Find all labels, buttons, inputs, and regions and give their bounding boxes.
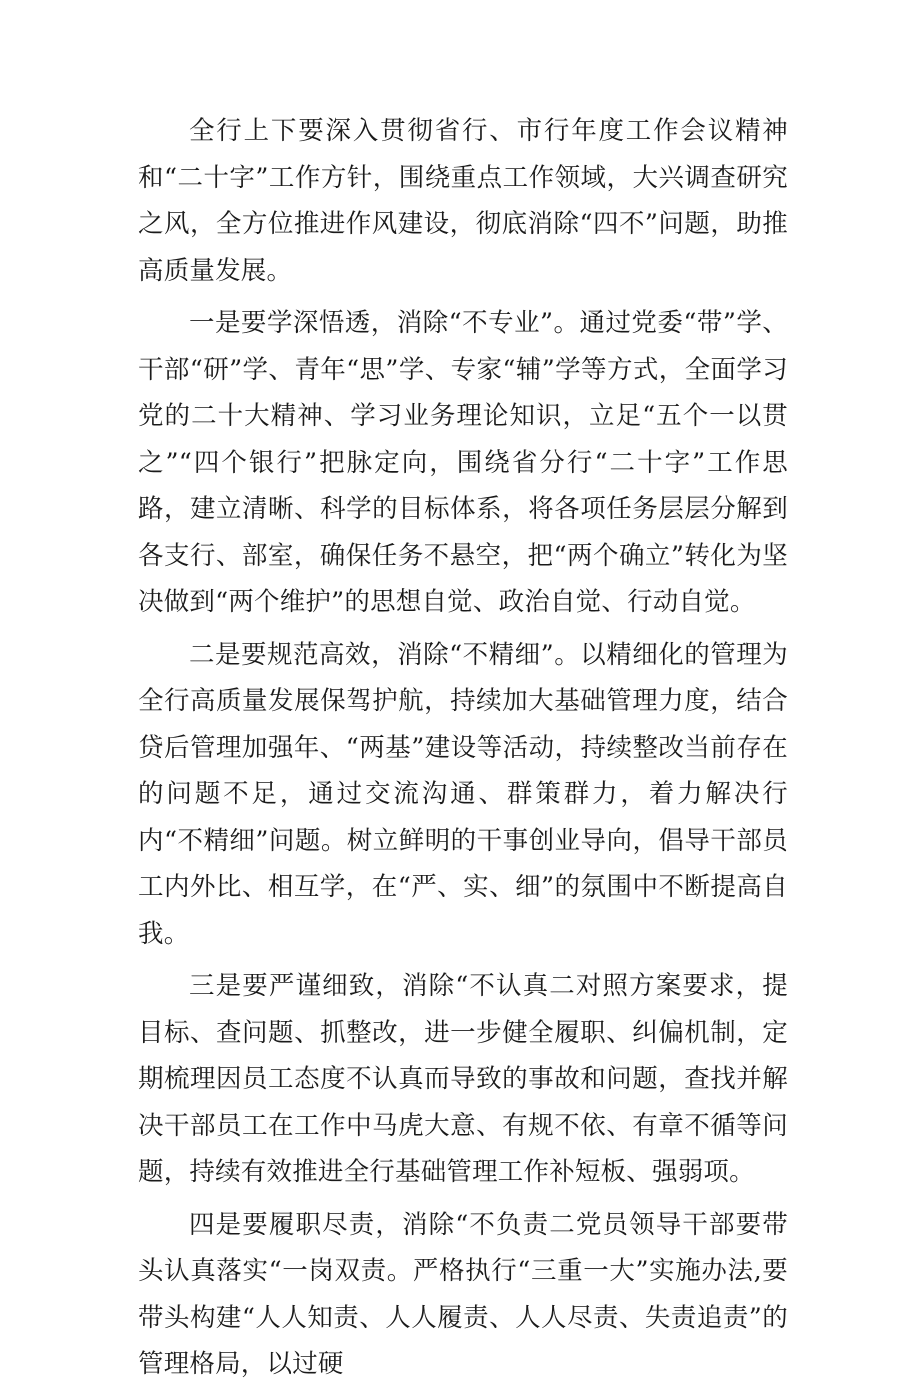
paragraph-point-4: 四是要履职尽责，消除“不负责二党员领导干部要带头认真落实“一岗双责。严格执行“三重一大”实施办法,要带头构建“人人知责、人人履责、人人尽责、失责追责”的管理格局，以过硬 [138, 1209, 788, 1379]
paragraph-intro: 全行上下要深入贯彻省行、市行年度工作会议精神和“二十字”工作方针，围绕重点工作领域，大兴调查研究之风，全方位推进作风建设，彻底消除“四不”问题，助推高质量发展。 [138, 116, 788, 286]
paragraph-point-3: 三是要严谨细致，消除“不认真二对照方案要求，提目标、查问题、抓整改，进一步健全履职、纠偏机制，定期梳理因员工态度不认真而导致的事故和问题，查找并解决干部员工在工作中马虎大意、有规不依、有章不循等问题，持续有效推进全行基础管理工作补短板、强弱项。 [138, 971, 788, 1187]
paragraph-point-1: 一是要学深悟透，消除“不专业”。通过党委“带”学、干部“研”学、青年“思”学、专家“辅”学等方式，全面学习党的二十大精神、学习业务理论知识，立足“五个一以贯之”“四个银行”把脉定向，围绕省分行“二十字”工作思路，建立清晰、科学的目标体系，将各项任务层层分解到各支行、部室，确保任务不悬空，把“两个确立”转化为坚决做到“两个维护”的思想自觉、政治自觉、行动自觉。 [138, 308, 788, 617]
paragraph-point-2: 二是要规范高效，消除“不精细”。以精细化的管理为全行高质量发展保驾护航，持续加大基础管理力度，结合贷后管理加强年、“两基”建设等活动，持续整改当前存在的问题不足，通过交流沟通、群策群力，着力解决行内“不精细”问题。树立鲜明的干事创业导向，倡导干部员工内外比、相互学，在“严、实、细”的氛围中不断提高自我。 [138, 639, 788, 949]
document-body [138, 108, 788, 1394]
